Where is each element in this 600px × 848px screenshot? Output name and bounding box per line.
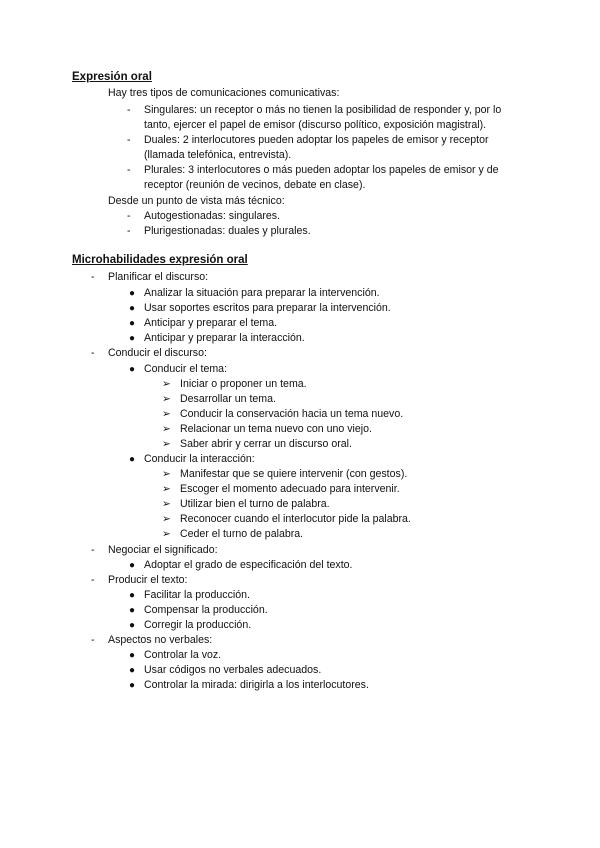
bullet-marker: ●: [129, 605, 136, 616]
dash-marker: -: [91, 347, 95, 359]
list-item: Controlar la mirada: dirigirla a los interlocutores.: [144, 679, 369, 691]
dash-marker: -: [91, 271, 95, 283]
list-item: Iniciar o proponer un tema.: [180, 378, 307, 390]
bullet-marker: ●: [129, 303, 136, 314]
bullet-marker: ●: [129, 680, 136, 691]
dash-marker: -: [127, 104, 131, 116]
list-item: Analizar la situación para preparar la intervención.: [144, 287, 380, 299]
bullet-marker: ●: [129, 560, 136, 571]
list-item: Relacionar un tema nuevo con uno viejo.: [180, 423, 372, 435]
arrow-marker: ➢: [162, 424, 171, 435]
list-item: Adoptar el grado de especificación del texto.: [144, 559, 353, 571]
dash-marker: -: [127, 164, 131, 176]
arrow-marker: ➢: [162, 379, 171, 390]
arrow-marker: ➢: [162, 409, 171, 420]
intro-text: Hay tres tipos de comunicaciones comunicativas:: [108, 87, 340, 99]
list-item: Ceder el turno de palabra.: [180, 528, 304, 540]
list-item: Usar soportes escritos para preparar la intervención.: [144, 302, 391, 314]
dash-marker: -: [127, 210, 131, 222]
list-item: Saber abrir y cerrar un discurso oral.: [180, 438, 352, 450]
list-item: Utilizar bien el turno de palabra.: [180, 498, 330, 510]
bullet-marker: ●: [129, 318, 136, 329]
arrow-marker: ➢: [162, 514, 171, 525]
arrow-marker: ➢: [162, 469, 171, 480]
list-item: Facilitar la producción.: [144, 589, 250, 601]
arrow-marker: ➢: [162, 529, 171, 540]
list-item: Controlar la voz.: [144, 649, 222, 661]
type-duales-line1: Duales: 2 interlocutores pueden adoptar los papeles de emisor y receptor: [144, 134, 489, 146]
type-singulares-line1: Singulares: un receptor o más no tienen la posibilidad de responder y, por lo: [144, 104, 502, 116]
list-item: Anticipar y preparar el tema.: [144, 317, 278, 329]
technical-item-2: Plurigestionadas: duales y plurales.: [144, 225, 311, 237]
item-negociar: Negociar el significado:: [108, 544, 218, 556]
list-item: Corregir la producción.: [144, 619, 252, 631]
list-item: Escoger el momento adecuado para intervenir.: [180, 483, 400, 495]
dash-marker: -: [91, 574, 95, 586]
bullet-marker: ●: [129, 590, 136, 601]
bullet-marker: ●: [129, 454, 136, 465]
bullet-marker: ●: [129, 288, 136, 299]
list-item: Compensar la producción.: [144, 604, 268, 616]
item-conducir: Conducir el discurso:: [108, 347, 207, 359]
technical-item-1: Autogestionadas: singulares.: [144, 210, 281, 222]
bullet-marker: ●: [129, 333, 136, 344]
item-producir: Producir el texto:: [108, 574, 188, 586]
type-plurales-line2: receptor (reunión de vecinos, debate en clase).: [144, 179, 366, 191]
item-aspectos-no-verbales: Aspectos no verbales:: [108, 634, 213, 646]
group-conducir-interaccion: Conducir la interacción:: [144, 453, 255, 465]
dash-marker: -: [91, 634, 95, 646]
list-item: Anticipar y preparar la interacción.: [144, 332, 305, 344]
group-conducir-tema: Conducir el tema:: [144, 363, 228, 375]
arrow-marker: ➢: [162, 499, 171, 510]
section-title-microhabilidades: Microhabilidades expresión oral: [72, 254, 248, 266]
list-item: Usar códigos no verbales adecuados.: [144, 664, 322, 676]
technical-intro: Desde un punto de vista más técnico:: [108, 195, 285, 207]
bullet-marker: ●: [129, 620, 136, 631]
list-item: Desarrollar un tema.: [180, 393, 276, 405]
dash-marker: -: [91, 544, 95, 556]
dash-marker: -: [127, 225, 131, 237]
bullet-marker: ●: [129, 665, 136, 676]
type-duales-line2: (llamada telefónica, entrevista).: [144, 149, 292, 161]
list-item: Manifestar que se quiere intervenir (con gestos).: [180, 468, 408, 480]
list-item: Conducir la conservación hacia un tema nuevo.: [180, 408, 404, 420]
arrow-marker: ➢: [162, 439, 171, 450]
section-title-expresion-oral: Expresión oral: [72, 71, 152, 83]
list-item: Reconocer cuando el interlocutor pide la palabra.: [180, 513, 411, 525]
bullet-marker: ●: [129, 364, 136, 375]
item-planificar: Planificar el discurso:: [108, 271, 209, 283]
dash-marker: -: [127, 134, 131, 146]
type-plurales-line1: Plurales: 3 interlocutores o más pueden adoptar los papeles de emisor y de: [144, 164, 499, 176]
arrow-marker: ➢: [162, 484, 171, 495]
arrow-marker: ➢: [162, 394, 171, 405]
bullet-marker: ●: [129, 650, 136, 661]
type-singulares-line2: tanto, ejercer el papel de emisor (discurso político, exposición magistral).: [144, 119, 487, 131]
